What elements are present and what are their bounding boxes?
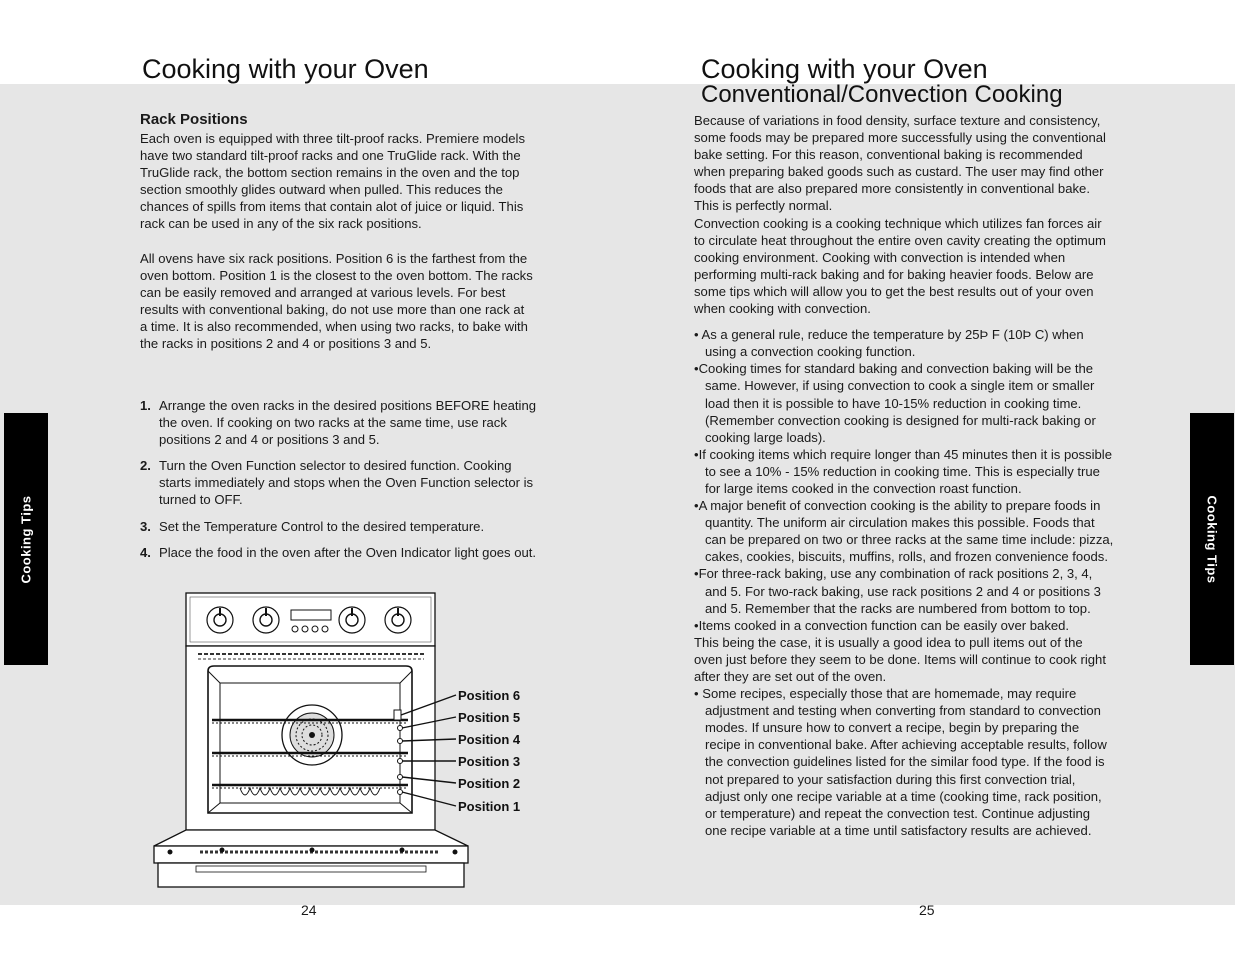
- overbake-note: This being the case, it is usually a good idea to pull items out of the oven just before they seem to be done. Items will continue to cook right after they are set out of the oven.: [694, 634, 1106, 684]
- step-item: [140, 544, 540, 561]
- right-page-title: Cooking with your Oven: [701, 54, 988, 84]
- left-paragraph: Each oven is equipped with three tilt-proof racks. Premiere models have two standard tilt-proof racks and one TruGlide rack. With the TruGlide rack, the bottom section remains in the oven and the top section smoothly glides outward when pulled. This reduces the chances of spills from items that contain alot of juice or liquid. This rack can be used in any of the six rack positions.: [140, 131, 525, 232]
- step-number: 4.: [140, 544, 151, 560]
- oven-rack-diagram: [150, 588, 535, 894]
- step-number: 3.: [140, 518, 151, 534]
- tip-item: •Items cooked in a convection function can be easily over baked.: [694, 617, 1070, 633]
- right-page-number: 25: [919, 902, 935, 918]
- rack-positions-heading: Rack Positions: [140, 111, 248, 128]
- step-text: Arrange the oven racks in the desired positions BEFORE heating the oven. If cooking on two racks at the same time, use rack positions 2 and 4 or positions 3 and 5.: [159, 398, 537, 448]
- tip-item: •For three-rack baking, use any combination of rack positions 2, 3, 4, and 5. For two-rack baking, use rack positions 2 and 4 or positions 3 and 5. Remember that the racks are numbered from bottom to top.: [694, 566, 1101, 616]
- position-1-label: Position 1: [458, 799, 521, 814]
- left-paragraph: All ovens have six rack positions. Position 6 is the farthest from the oven bottom. Position 1 is the closest to the oven bottom. The racks can be easily removed and arranged at various levels. For best results with conventional baking, do not use more than one rack at a time. It is also recommended, when using two racks, to bake with the racks in positions 2 and 4 or positions 3 and 5.: [140, 250, 533, 352]
- left-page-title: Cooking with your Oven: [142, 54, 429, 84]
- position-4-label: Position 4: [458, 732, 521, 747]
- step-item: [140, 397, 540, 448]
- oven-knob: [339, 607, 365, 633]
- right-paragraph: Convection cooking is a cooking technique which utilizes fan forces air to circulate heat throughout the entire oven cavity creating the optimum cooking environment. Cooking with convection is intended when performing multi-rack baking and for baking heavier foods. Below are some tips which will allow you to get the best results out of your oven when cooking with convection.: [694, 215, 1106, 317]
- position-6-label: Position 6: [458, 688, 521, 703]
- oven-knob: [253, 607, 279, 633]
- side-tab-right-label: Cooking Tips: [1204, 494, 1220, 584]
- oven-knob: [385, 607, 411, 633]
- convection-tips-list-2: [694, 685, 1114, 839]
- step-text: Set the Temperature Control to the desired temperature.: [159, 518, 485, 534]
- position-3-label: Position 3: [458, 754, 521, 769]
- step-text: Place the food in the oven after the Oven Indicator light goes out.: [159, 544, 537, 560]
- left-page-number: 24: [301, 902, 317, 918]
- tip-item: •Cooking times for standard baking and convection baking will be the same. However, if using convection to cook a single item or smaller load then it is possible to have 10-15% reduction in cooking time. (Remember convection cooking is designed for multi-rack baking or cooking large loads).: [694, 361, 1096, 445]
- step-number: 1.: [140, 398, 151, 413]
- convection-tips-list: [694, 326, 1114, 634]
- position-2-label: Position 2: [458, 776, 521, 791]
- step-item: [140, 457, 540, 508]
- tip-item: •If cooking items which require longer than 45 minutes then it is possible to see a 10% - 15% reduction in cooking time. This is especially true for large items cooked in the convection roast function.: [694, 446, 1112, 496]
- side-tab-left: [4, 413, 48, 665]
- instruction-steps: [140, 397, 540, 570]
- tip-item: • As a general rule, reduce the temperature by 25Þ F (10Þ C) when using a convection cooking function.: [694, 327, 1084, 360]
- right-body: [694, 112, 1114, 839]
- step-item: [140, 518, 540, 535]
- oven-door: [154, 830, 468, 887]
- side-tab-right: [1190, 413, 1234, 665]
- tip-item: • Some recipes, especially those that are homemade, may require adjustment and testing when converting from standard to convection modes. If unsure how to convert a recipe, begin by preparing the recipe in conventional bake. After achieving acceptable results, follow the convection guidelines listed for the similar food type. If the food is not prepared to your satisfaction during this first convection trial, adjust only one recipe variable at a time (cooking time, rack position, or temperature) and repeat the convection test. Continue adjusting one recipe variable at a time until satisfactory results are achieved.: [694, 686, 1107, 838]
- right-page-subtitle: Conventional/Convection Cooking: [701, 81, 1063, 108]
- left-intro: [140, 130, 535, 352]
- step-number: 2.: [140, 458, 151, 474]
- position-5-label: Position 5: [458, 710, 521, 725]
- right-paragraph: Because of variations in food density, surface texture and consistency, some foods may be prepared more successfully using the conventional bake setting. For this reason, conventional baking is recommended when preparing baked goods such as custard. The user may find other foods that are also prepared more consistently in conventional bake. This is perfectly normal.: [694, 113, 1106, 214]
- step-text: Turn the Oven Function selector to desired function. Cooking starts immediately and stops when the Oven Function selector is turned to OFF.: [159, 458, 534, 508]
- tip-item: •A major benefit of convection cooking is the ability to prepare foods in quantity. The uniform air circulation makes this possible. Foods that can be prepared on two or three racks at the same time include: pizza, cakes, cookies, biscuits, muffins, rolls, and frozen convenience foods.: [694, 498, 1114, 565]
- side-tab-left-label: Cooking Tips: [18, 494, 34, 584]
- oven-knob: [207, 607, 233, 633]
